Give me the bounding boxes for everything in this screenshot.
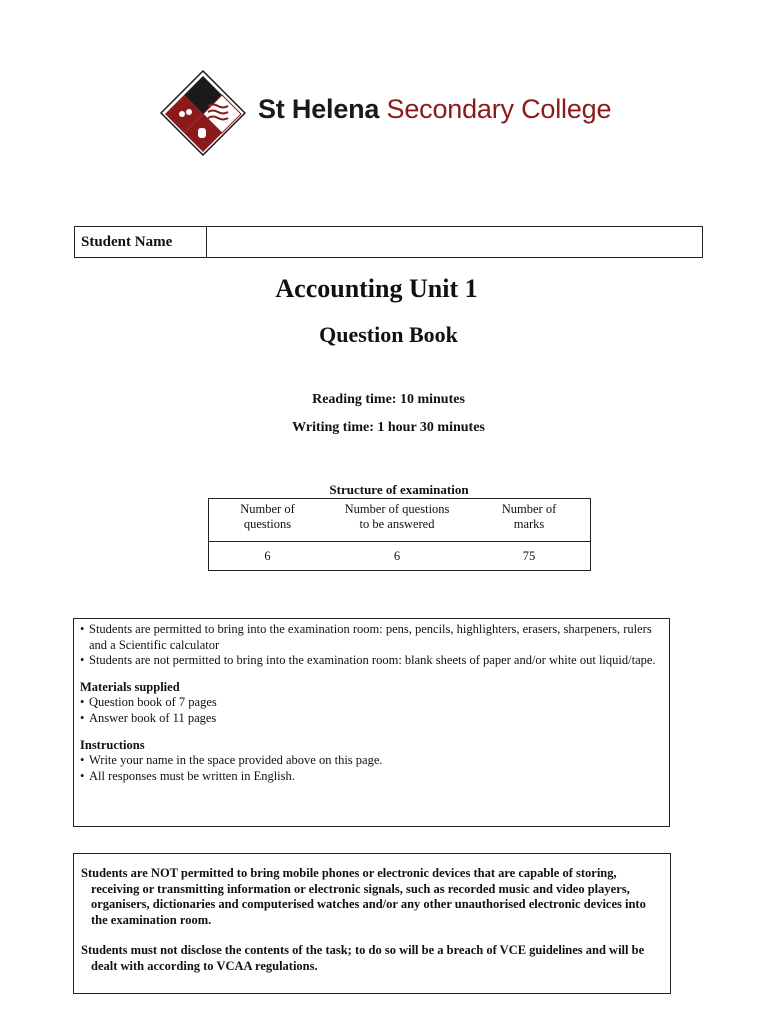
structure-table (208, 498, 591, 571)
table-header-cell: Number of marks (468, 499, 591, 542)
warning-disclosure: Students must not disclose the contents of the task; to do so will be a breach of VCE guidelines and will be dealt with according to VCAA regulations. (81, 943, 645, 973)
warning-box (73, 853, 671, 994)
student-name-label: Student Name (75, 227, 207, 257)
warning-devices: Students are NOT permitted to bring mobile phones or electronic devices that are capable of storing, receiving or transmitting information or electronic signals, such as recorded music and video players, organisers, dictionaries and computerised watches and/or any other unauthorised electronic devices into the examination room. (81, 866, 646, 927)
college-name-rest: Secondary College (379, 94, 612, 124)
reading-time: Reading time: 10 minutes (312, 392, 465, 407)
college-name (258, 94, 611, 125)
college-logo (160, 70, 246, 156)
table-row (209, 542, 591, 571)
page-subtitle: Question Book (319, 322, 458, 347)
rules-box (73, 618, 670, 827)
writing-time: Writing time: 1 hour 30 minutes (292, 420, 485, 435)
student-name-field[interactable] (207, 227, 702, 257)
page-title: Accounting Unit 1 (275, 274, 478, 303)
list-item: • All responses must be written in English. (80, 769, 663, 785)
college-name-bold: St Helena (258, 94, 380, 124)
table-header-cell: Number of questions to be answered (326, 499, 468, 542)
table-header-row (209, 499, 591, 542)
student-name-box (74, 226, 703, 258)
materials-heading: Materials supplied (80, 679, 180, 694)
table-cell: 6 (326, 542, 468, 571)
list-item: • Question book of 7 pages (80, 695, 663, 711)
table-header-cell: Number of questions (209, 499, 327, 542)
list-item: • Answer book of 11 pages (80, 711, 663, 727)
structure-caption: Structure of examination (329, 482, 469, 497)
rule-not-permitted: • Students are not permitted to bring into the examination room: blank sheets of paper and/or white out liquid/tape. (80, 653, 663, 669)
table-cell: 75 (468, 542, 591, 571)
table-cell: 6 (209, 542, 327, 571)
rule-permitted: • Students are permitted to bring into the examination room: pens, pencils, highlighters, erasers, sharpeners, rulers and a Scientific calculator (80, 622, 663, 653)
instructions-heading: Instructions (80, 737, 145, 752)
list-item: • Write your name in the space provided above on this page. (80, 753, 663, 769)
